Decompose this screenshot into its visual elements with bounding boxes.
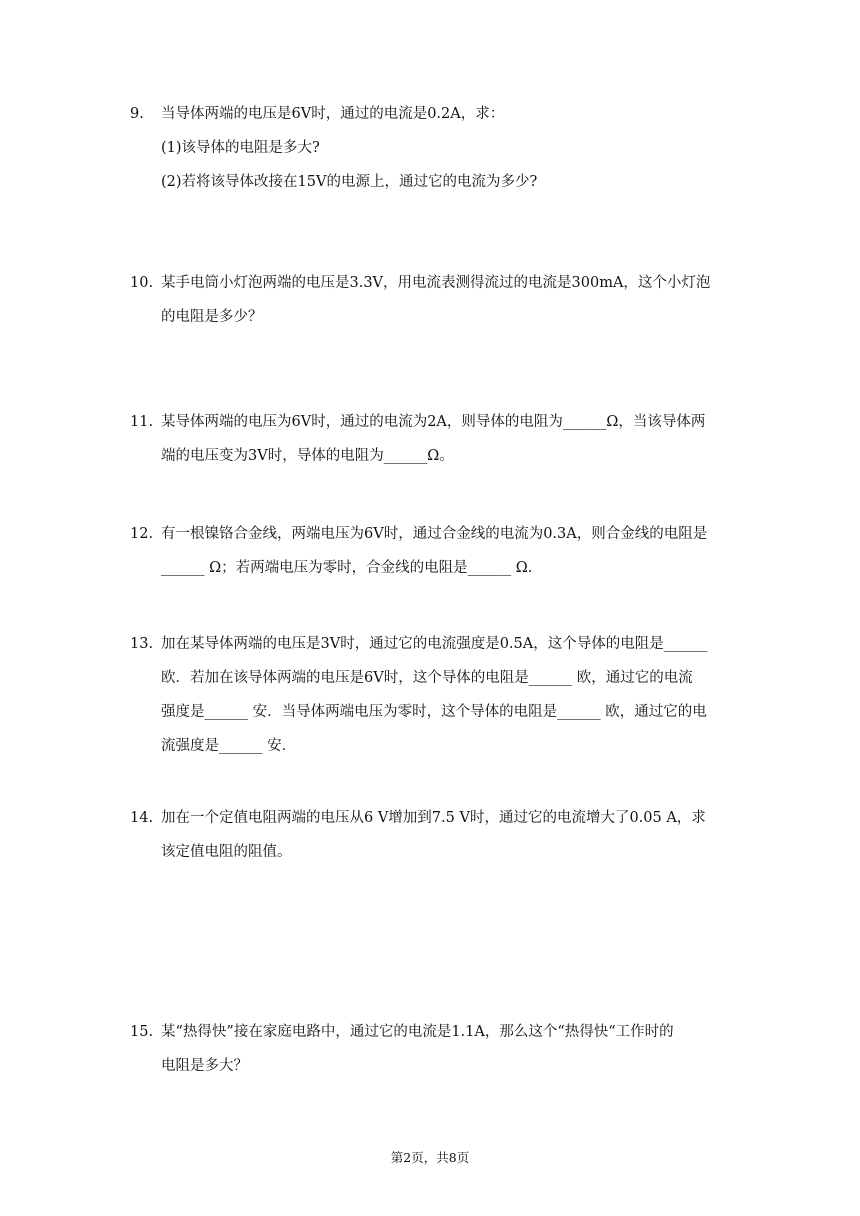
question-text-line: 加在一个定值电阻两端的电压从6 V增加到7.5 V时，通过它的电流增大了0.05 A，求: [161, 810, 706, 826]
question-number: 14.: [130, 810, 154, 826]
question-text-line: 电阻是多大？: [161, 1058, 248, 1074]
question-text-line: ______ Ω；若两端电压为零时，合金线的电阻是______ Ω.: [161, 560, 533, 576]
page-footer: 第2页，共8页: [390, 1150, 470, 1165]
question-stem: 当导体两端的电压是6V时，通过的电流是0.2A，求：: [161, 106, 505, 122]
question-11: [130, 405, 730, 473]
question-number: 13.: [130, 636, 154, 652]
question-text-line: 有一根镍铬合金线，两端电压为6V时，通过合金线的电流为0.3A，则合金线的电阻是: [161, 526, 708, 542]
question-text-line: 加在某导体两端的电压是3V时，通过它的电流强度是0.5A，这个导体的电阻是______: [161, 636, 708, 652]
sub-question-1: (1)该导体的电阻是多大?: [161, 140, 320, 156]
question-15: [130, 1015, 730, 1083]
question-13: [130, 627, 730, 763]
question-14: [130, 801, 730, 869]
question-number: 9.: [130, 106, 144, 122]
question-number: 11.: [130, 414, 154, 430]
sub-question-2: (2)若将该导体改接在15V的电源上，通过它的电流为多少?: [161, 174, 538, 190]
question-number: 15.: [130, 1024, 154, 1040]
question-text-line: 某导体两端的电压为6V时，通过的电流为2A，则导体的电阻为______Ω，当该导体两: [161, 414, 706, 430]
question-text-line: 强度是______ 安．当导体两端电压为零时，这个导体的电阻是______ 欧，通过它的电: [161, 704, 707, 720]
question-text-line: 欧．若加在该导体两端的电压是6V时，这个导体的电阻是______ 欧，通过它的电流: [161, 670, 693, 686]
question-text-line: 端的电压变为3V时，导体的电阻为______Ω。: [161, 448, 454, 464]
question-10: [130, 266, 730, 334]
question-9: [130, 97, 730, 199]
question-text-line: 该定值电阻的阻值。: [161, 844, 292, 860]
question-text-line: 流强度是______ 安．: [161, 738, 297, 754]
question-number: 10.: [130, 275, 154, 291]
question-text-line: 的电阻是多少？: [161, 309, 263, 325]
question-text-line: 某“热得快”接在家庭电路中，通过它的电流是1.1A，那么这个“热得快“工作时的: [161, 1024, 674, 1040]
question-text-line: 某手电筒小灯泡两端的电压是3.3V，用电流表测得流过的电流是300mA，这个小灯泡: [161, 275, 711, 291]
question-number: 12.: [130, 526, 154, 542]
question-12: [130, 517, 730, 585]
